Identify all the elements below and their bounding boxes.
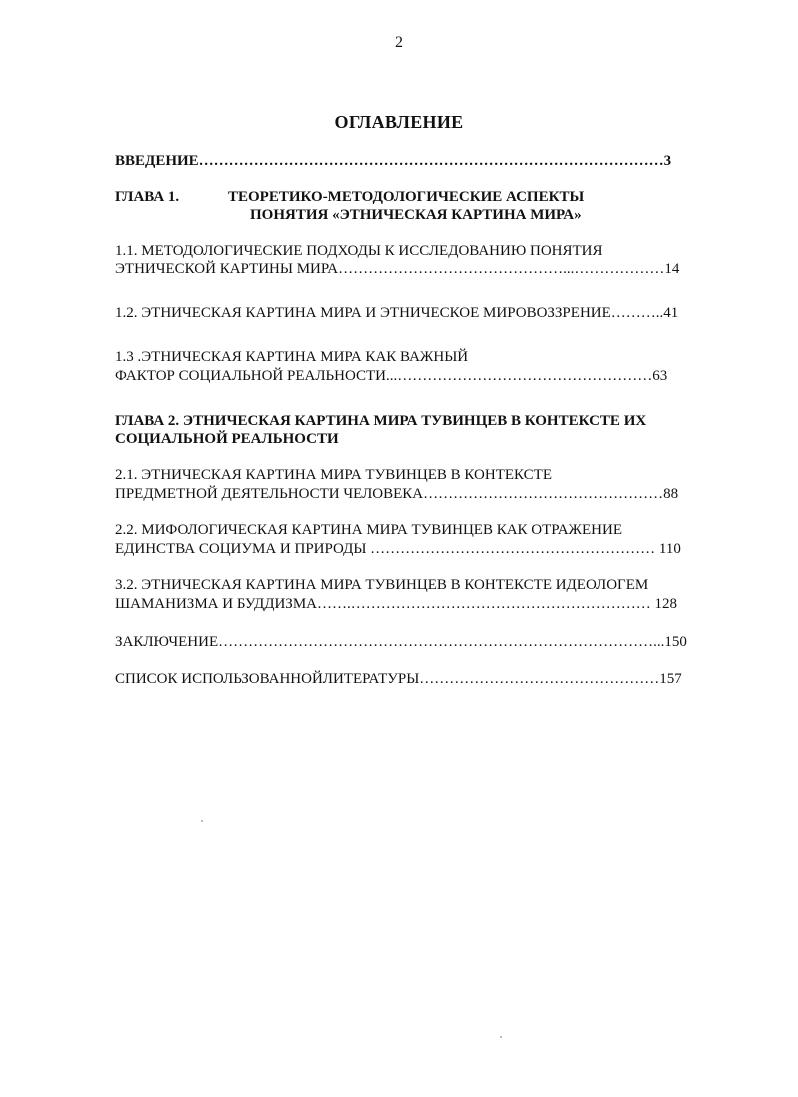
chapter1-label: ГЛАВА 1. <box>115 189 180 205</box>
toc-entry-1-1-line2: ЭТНИЧЕСКОЙ КАРТИНЫ МИРА………………………………………...………………14 <box>115 261 680 277</box>
toc-entry-2-1-line2: ПРЕДМЕТНОЙ ДЕЯТЕЛЬНОСТИ ЧЕЛОВЕКА…………………………………………88 <box>115 486 679 502</box>
chapter1-title-line2: ПОНЯТИЯ «ЭТНИЧЕСКАЯ КАРТИНА МИРА» <box>250 207 582 223</box>
toc-entry-2-2-line1: 2.2. МИФОЛОГИЧЕСКАЯ КАРТИНА МИРА ТУВИНЦЕВ КАК ОТРАЖЕНИЕ <box>115 522 622 538</box>
toc-title: ОГЛАВЛЕНИЕ <box>334 112 464 132</box>
toc-entry-3-2-line2: ШАМАНИЗМА И БУДДИЗМА…….…………………………………………………… 128 <box>115 596 677 612</box>
toc-entry-3-2-line1: 3.2. ЭТНИЧЕСКАЯ КАРТИНА МИРА ТУВИНЦЕВ В КОНТЕКСТЕ ИДЕОЛОГЕМ <box>115 577 649 593</box>
toc-entry-intro: ВВЕДЕНИЕ…………………………………………………………………………………3 <box>115 153 672 169</box>
scan-speck <box>201 820 203 822</box>
chapter1-title-line1: ТЕОРЕТИКО-МЕТОДОЛОГИЧЕСКИЕ АСПЕКТЫ <box>228 189 585 205</box>
toc-entry-1-1-line1: 1.1. МЕТОДОЛОГИЧЕСКИЕ ПОДХОДЫ К ИССЛЕДОВАНИЮ ПОНЯТИЯ <box>115 243 603 259</box>
toc-entry-1-3-line1: 1.3 .ЭТНИЧЕСКАЯ КАРТИНА МИРА КАК ВАЖНЫЙ <box>115 349 469 365</box>
scan-speck <box>500 1036 502 1038</box>
toc-entry-bibliography: СПИСОК ИСПОЛЬЗОВАННОЙЛИТЕРАТУРЫ…………………………………………157 <box>115 671 682 687</box>
toc-entry-1-2: 1.2. ЭТНИЧЕСКАЯ КАРТИНА МИРА И ЭТНИЧЕСКОЕ МИРОВОЗЗРЕНИЕ………..41 <box>115 305 679 321</box>
toc-entry-2-2-line2: ЕДИНСТВА СОЦИУМА И ПРИРОДЫ ………………………………………………… 110 <box>115 541 681 557</box>
page-number: 2 <box>395 34 403 51</box>
chapter2-title-line1: ГЛАВА 2. ЭТНИЧЕСКАЯ КАРТИНА МИРА ТУВИНЦЕВ В КОНТЕКСТЕ ИХ <box>115 413 647 429</box>
chapter2-title-line2: СОЦИАЛЬНОЙ РЕАЛЬНОСТИ <box>115 431 339 447</box>
toc-entry-2-1-line1: 2.1. ЭТНИЧЕСКАЯ КАРТИНА МИРА ТУВИНЦЕВ В КОНТЕКСТЕ <box>115 467 552 483</box>
toc-entry-conclusion: ЗАКЛЮЧЕНИЕ……………………………………………………………………………...150 <box>115 634 687 650</box>
toc-entry-1-3-line2: ФАКТОР СОЦИАЛЬНОЙ РЕАЛЬНОСТИ...……………………………………………63 <box>115 368 668 384</box>
